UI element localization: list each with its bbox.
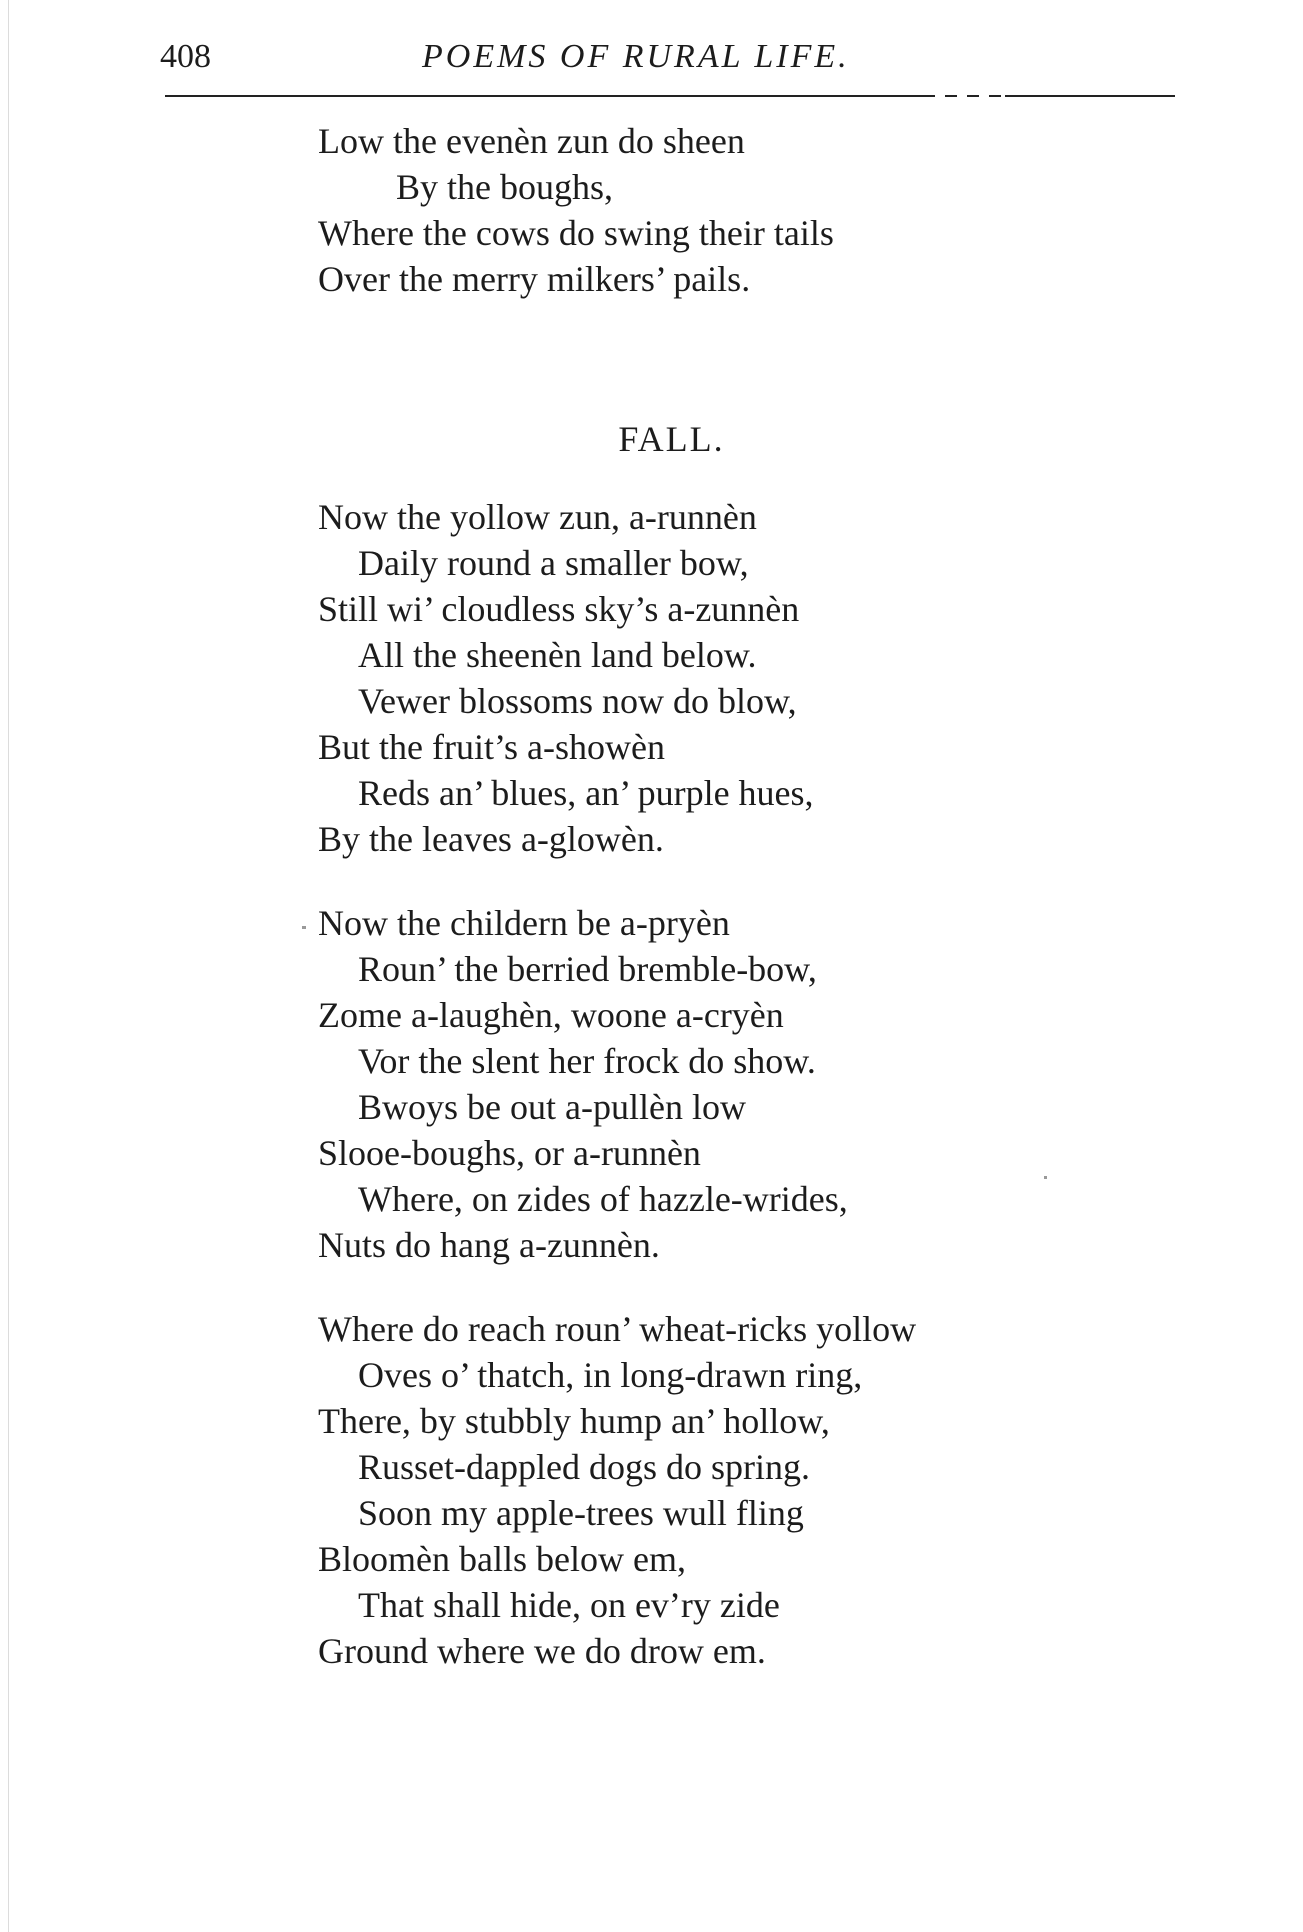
- verse-line: Where, on zides of hazzle-wrides,: [358, 1179, 848, 1219]
- verse-line: There, by stubbly hump an’ hollow,: [318, 1401, 830, 1441]
- verse-line: Zome a-laughèn, woone a-cryèn: [318, 995, 784, 1035]
- verse-line: Bwoys be out a-pullèn low: [358, 1087, 746, 1127]
- verse-line: Roun’ the berried bremble-bow,: [358, 949, 817, 989]
- stanza-1: [318, 494, 1078, 862]
- verse-line: Russet-dappled dogs do spring.: [358, 1447, 810, 1487]
- stray-mark: [302, 926, 306, 929]
- header-rule: [165, 95, 1175, 97]
- verse-line: Vewer blossoms now do blow,: [358, 681, 797, 721]
- verse-line: Daily round a smaller bow,: [358, 543, 749, 583]
- verse-line: Soon my apple-trees wull fling: [358, 1493, 804, 1533]
- running-title: POEMS OF RURAL LIFE.: [422, 38, 850, 75]
- left-margin-scan-edge: [8, 0, 9, 1932]
- verse-line: But the fruit’s a-showèn: [318, 727, 665, 767]
- verse-line: Where the cows do swing their tails: [318, 213, 834, 253]
- verse-line: That shall hide, on ev’ry zide: [358, 1585, 780, 1625]
- verse-line: Now the childern be a-pryèn: [318, 903, 730, 943]
- verse-line: Slooe-boughs, or a-runnèn: [318, 1133, 701, 1173]
- verse-line: By the leaves a-glowèn.: [318, 819, 664, 859]
- verse-line: Oves o’ thatch, in long-drawn ring,: [358, 1355, 863, 1395]
- verse-line: Over the merry milkers’ pails.: [318, 259, 751, 299]
- verse-line: All the sheenèn land below.: [358, 635, 757, 675]
- verse-line: Where do reach roun’ wheat-ricks yollow: [318, 1309, 917, 1349]
- page-header: [160, 38, 1180, 88]
- stanza-3: [318, 1306, 1078, 1674]
- header-rule-break: [935, 92, 1005, 98]
- verse-line: Now the yollow zun, a-runnèn: [318, 497, 757, 537]
- page-number: 408: [160, 38, 211, 75]
- verse-line: Bloomèn balls below em,: [318, 1539, 686, 1579]
- verse-line: Still wi’ cloudless sky’s a-zunnèn: [318, 589, 800, 629]
- stray-mark: [1044, 1176, 1047, 1179]
- verse-line: Ground where we do drow em.: [318, 1631, 766, 1671]
- verse-line: Nuts do hang a-zunnèn.: [318, 1225, 660, 1265]
- poem-title: FALL.: [618, 419, 725, 459]
- verse-line: By the boughs,: [396, 167, 614, 207]
- stanza-2: [318, 900, 1078, 1268]
- verse-line: Low the evenèn zun do sheen: [318, 121, 745, 161]
- previous-poem-ending: [318, 118, 1078, 302]
- verse-line: Reds an’ blues, an’ purple hues,: [358, 773, 814, 813]
- verse-line: Vor the slent her frock do show.: [358, 1041, 816, 1081]
